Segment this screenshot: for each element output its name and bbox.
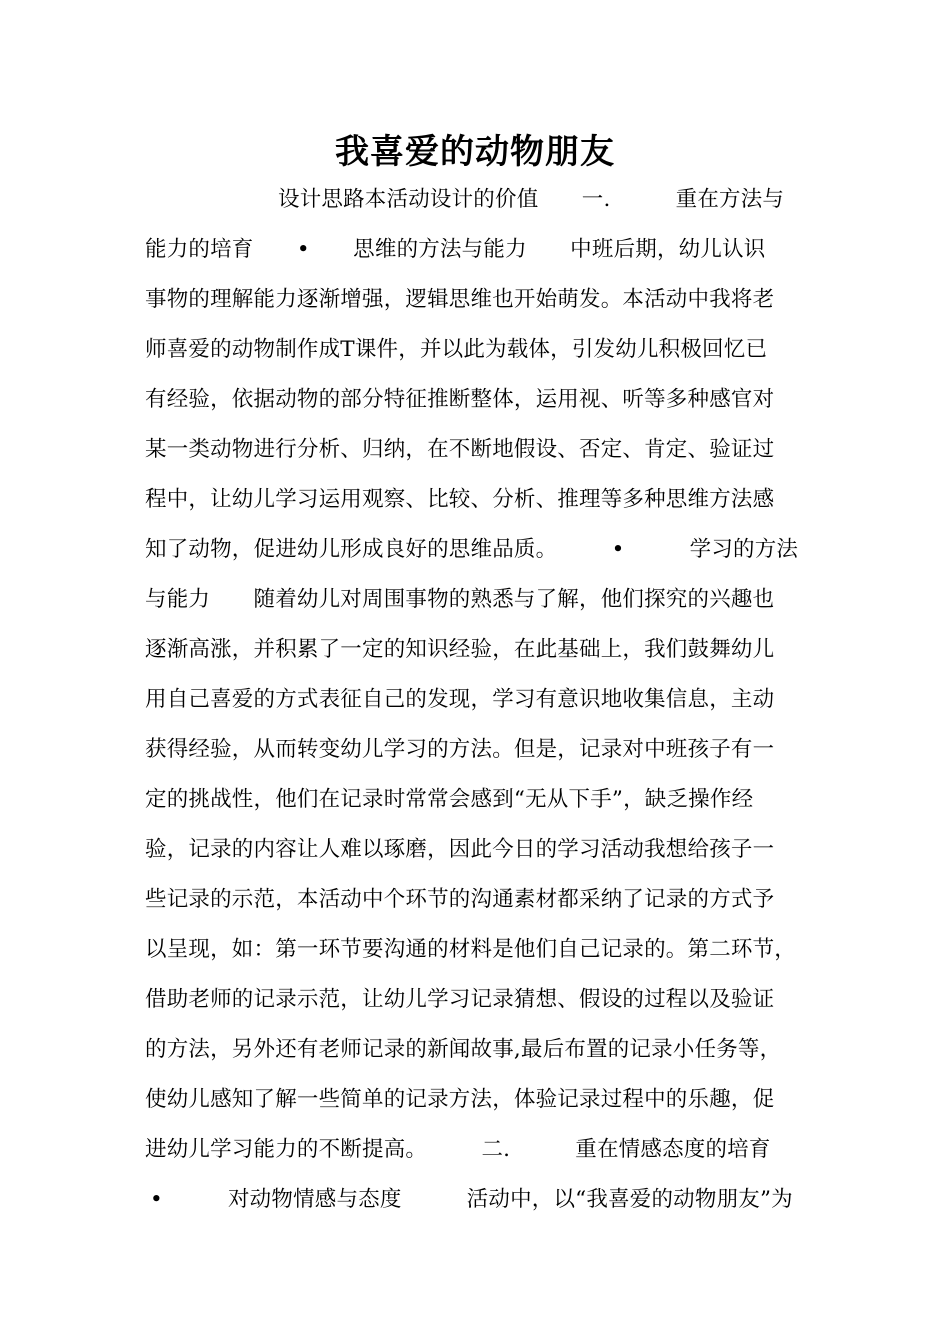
body-line: 设计思路本活动设计的价值 一. 重在方法与	[278, 187, 785, 212]
body-line: 能力的培育 • 思维的方法与能力 中班后期，幼儿认识	[145, 237, 766, 262]
body-line: 逐渐高涨，并积累了一定的知识经验，在此基础上，我们鼓舞幼儿	[145, 637, 775, 662]
body-line: 用自己喜爱的方式表征自己的发现，学习有意识地收集信息，主动	[145, 687, 775, 712]
body-line: 使幼儿感知了解一些简单的记录方法，体验记录过程中的乐趣，促	[145, 1087, 775, 1112]
body-line: 借助老师的记录示范，让幼儿学习记录猜想、假设的过程以及验证	[145, 987, 775, 1012]
body-line: 的方法，另外还有老师记录的新闻故事,最后布置的记录小任务等，	[145, 1037, 782, 1062]
body-line: 些记录的示范，本活动中个环节的沟通素材都采纳了记录的方式予	[145, 887, 775, 912]
body-line: 程中，让幼儿学习运用观察、比较、分析、推理等多种思维方法感	[145, 487, 775, 512]
document-title: 我喜爱的动物朋友	[335, 132, 615, 172]
body-line: 验，记录的内容让人难以琢磨，因此今日的学习活动我想给孩子一	[145, 837, 775, 862]
body-line: 与能力 随着幼儿对周围事物的熟悉与了解，他们探究的兴趣也	[145, 587, 775, 612]
body-line: 师喜爱的动物制作成T课件，并以此为载体，引发幼儿积极回忆已	[145, 337, 768, 362]
body-line: 获得经验，从而转变幼儿学习的方法。但是，记录对中班孩子有一	[145, 737, 775, 762]
body-line: 事物的理解能力逐渐增强，逻辑思维也开始萌发。本活动中我将老	[145, 287, 775, 312]
body-line: 某一类动物进行分析、归纳，在不断地假设、否定、肯定、验证过	[145, 437, 775, 462]
body-line: 有经验，依据动物的部分特征推断整体，运用视、听等多种感官对	[145, 387, 775, 412]
body-line: • 对动物情感与态度 活动中，以“我喜爱的动物朋友”为	[150, 1187, 793, 1212]
body-line: 定的挑战性，他们在记录时常常会感到“无从下手”，缺乏操作经	[145, 787, 754, 812]
body-line: 以呈现，如：第一环节要沟通的材料是他们自己记录的。第二环节，	[145, 937, 797, 962]
body-line: 知了动物，促进幼儿形成良好的思维品质。 • 学习的方法	[145, 537, 799, 562]
body-line: 进幼儿学习能力的不断提高。 二. 重在情感态度的培育	[145, 1137, 771, 1162]
